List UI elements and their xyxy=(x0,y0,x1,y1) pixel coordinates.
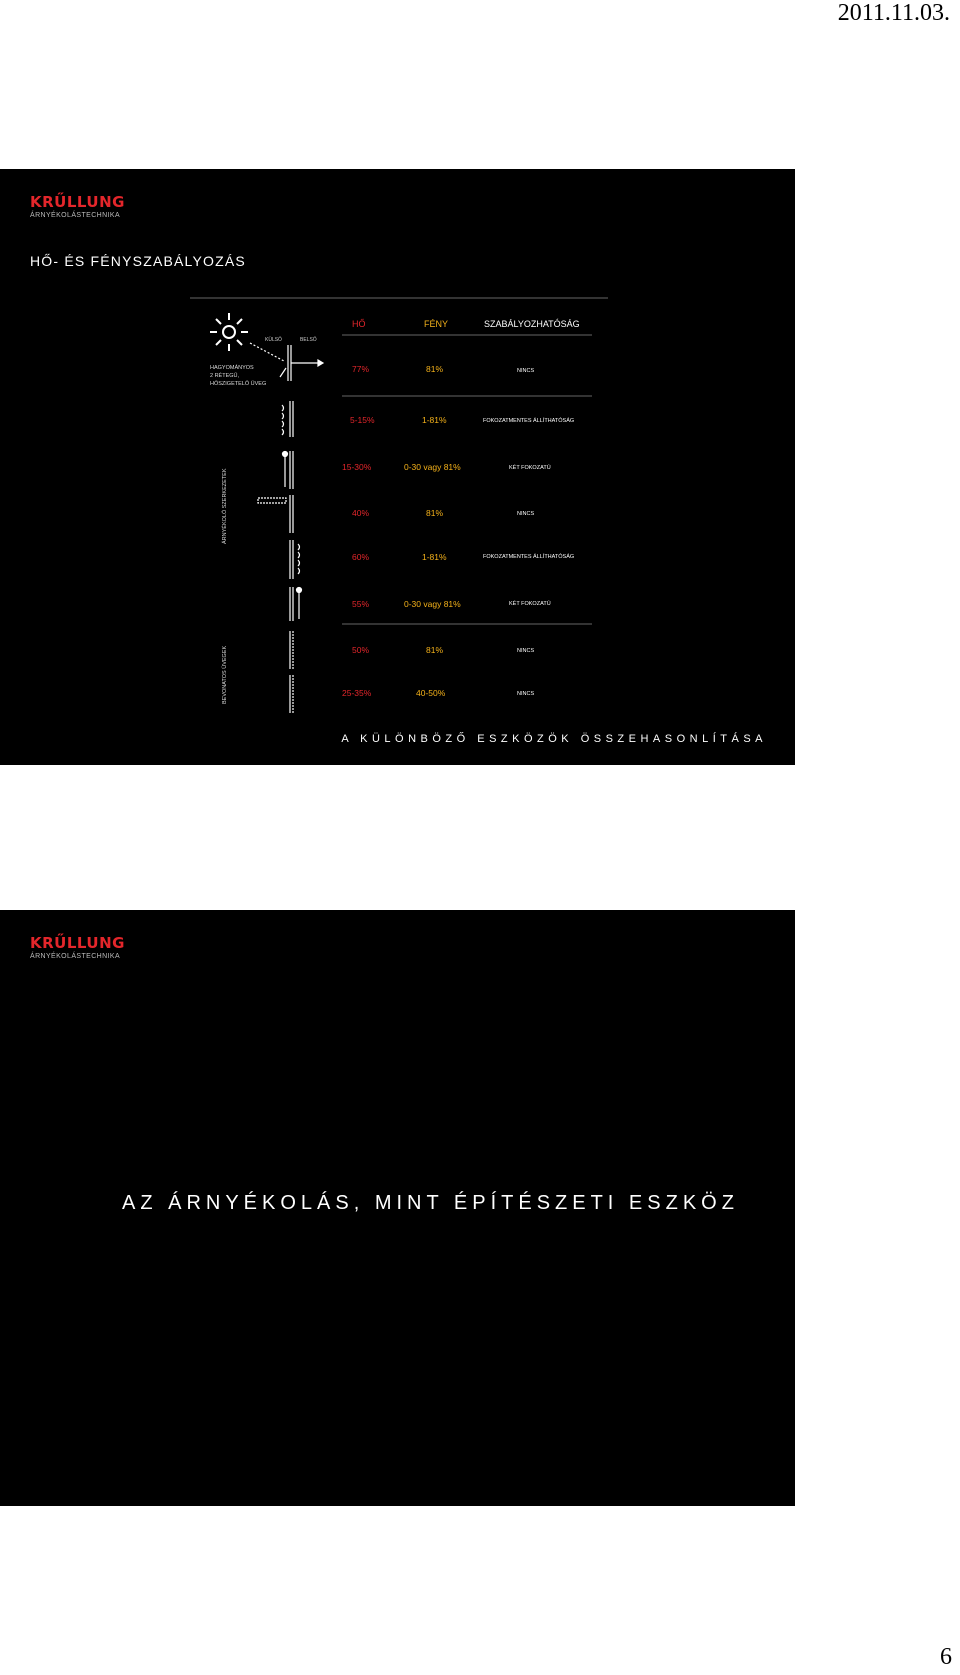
page-number: 6 xyxy=(940,1644,952,1670)
glass-arrow-icon xyxy=(250,343,323,381)
header-heat: HŐ xyxy=(352,319,366,329)
row-control: FOKOZATMENTES ÁLLÍTHATÓSÁG xyxy=(483,554,575,560)
table-row xyxy=(352,599,551,609)
external-roller-icon xyxy=(283,451,294,489)
row-heat: 55% xyxy=(352,599,370,609)
slide-title: AZ ÁRNYÉKOLÁS, MINT ÉPÍTÉSZETI ESZKÖZ xyxy=(122,1192,739,1214)
label-inner: BELSŐ xyxy=(300,337,317,343)
row-control: NINCS xyxy=(517,368,535,374)
row-heat: 60% xyxy=(352,552,370,562)
row-light: 81% xyxy=(426,645,444,655)
awning-icon xyxy=(258,495,293,533)
table-row xyxy=(342,688,534,698)
row-heat: 25-35% xyxy=(342,688,372,698)
internal-roller-icon xyxy=(290,587,302,621)
sun-icon xyxy=(210,313,248,351)
slide-architectural-shading xyxy=(0,910,795,1506)
table-row xyxy=(352,552,574,562)
row-heat: 40% xyxy=(352,508,370,518)
logo-name: KRŰLLUNG xyxy=(30,934,125,952)
group-coated-label: BEVONATOS ÜVEGEK xyxy=(222,645,228,704)
table-row xyxy=(350,415,574,425)
glass-label-1: HAGYOMÁNYOS xyxy=(210,365,254,371)
coated-glass-icon-1 xyxy=(290,631,293,669)
row-control: NINCS xyxy=(517,511,535,517)
brand-logo xyxy=(30,934,125,960)
table-row xyxy=(352,364,534,374)
row-control: NINCS xyxy=(517,648,535,654)
table-row xyxy=(352,508,534,518)
header-control: SZABÁLYOZHATÓSÁG xyxy=(484,319,580,329)
comparison-diagram xyxy=(0,169,795,765)
page-date: 2011.11.03. xyxy=(837,0,950,26)
row-light: 81% xyxy=(426,364,444,374)
glass-label-2: 2 RÉTEGŰ, xyxy=(210,373,240,379)
label-outer: KÜLSŐ xyxy=(265,337,282,343)
row-light: 40-50% xyxy=(416,688,446,698)
row-heat: 77% xyxy=(352,364,370,374)
row-control: NINCS xyxy=(517,691,535,697)
row-light: 0-30 vagy 81% xyxy=(404,599,461,609)
logo-subtitle: ÁRNYÉKOLÁSTECHNIKA xyxy=(30,953,121,960)
row-heat: 15-30% xyxy=(342,462,372,472)
row-light: 81% xyxy=(426,508,444,518)
slide-title: HŐ- ÉS FÉNYSZABÁLYOZÁS xyxy=(30,253,246,269)
slide-heat-light-control xyxy=(0,169,795,765)
row-control: FOKOZATMENTES ÁLLÍTHATÓSÁG xyxy=(483,418,575,424)
row-heat: 50% xyxy=(352,645,370,655)
logo-name: KRŰLLUNG xyxy=(30,193,125,211)
logo-subtitle: ÁRNYÉKOLÁSTECHNIKA xyxy=(30,212,121,219)
group-shading-label: ÁRNYÉKOLÓ SZERKEZETEK xyxy=(222,468,228,544)
table-row xyxy=(342,462,551,472)
row-heat: 5-15% xyxy=(350,415,375,425)
row-control: KÉT FOKOZATÚ xyxy=(509,601,551,607)
row-light: 1-81% xyxy=(422,552,447,562)
row-light: 0-30 vagy 81% xyxy=(404,462,461,472)
external-blinds-icon xyxy=(282,401,293,437)
row-light: 1-81% xyxy=(422,415,447,425)
header-light: FÉNY xyxy=(424,319,449,329)
internal-blinds-icon xyxy=(290,540,300,579)
table-row xyxy=(352,645,534,655)
slide-caption: A KÜLÖNBÖZŐ ESZKÖZÖK ÖSSZEHASONLÍTÁSA xyxy=(341,733,767,745)
row-control: KÉT FOKOZATÚ xyxy=(509,465,551,471)
coated-glass-icon-2 xyxy=(290,675,293,713)
glass-label-3: HŐSZIGETELŐ ÜVEG xyxy=(210,381,267,387)
